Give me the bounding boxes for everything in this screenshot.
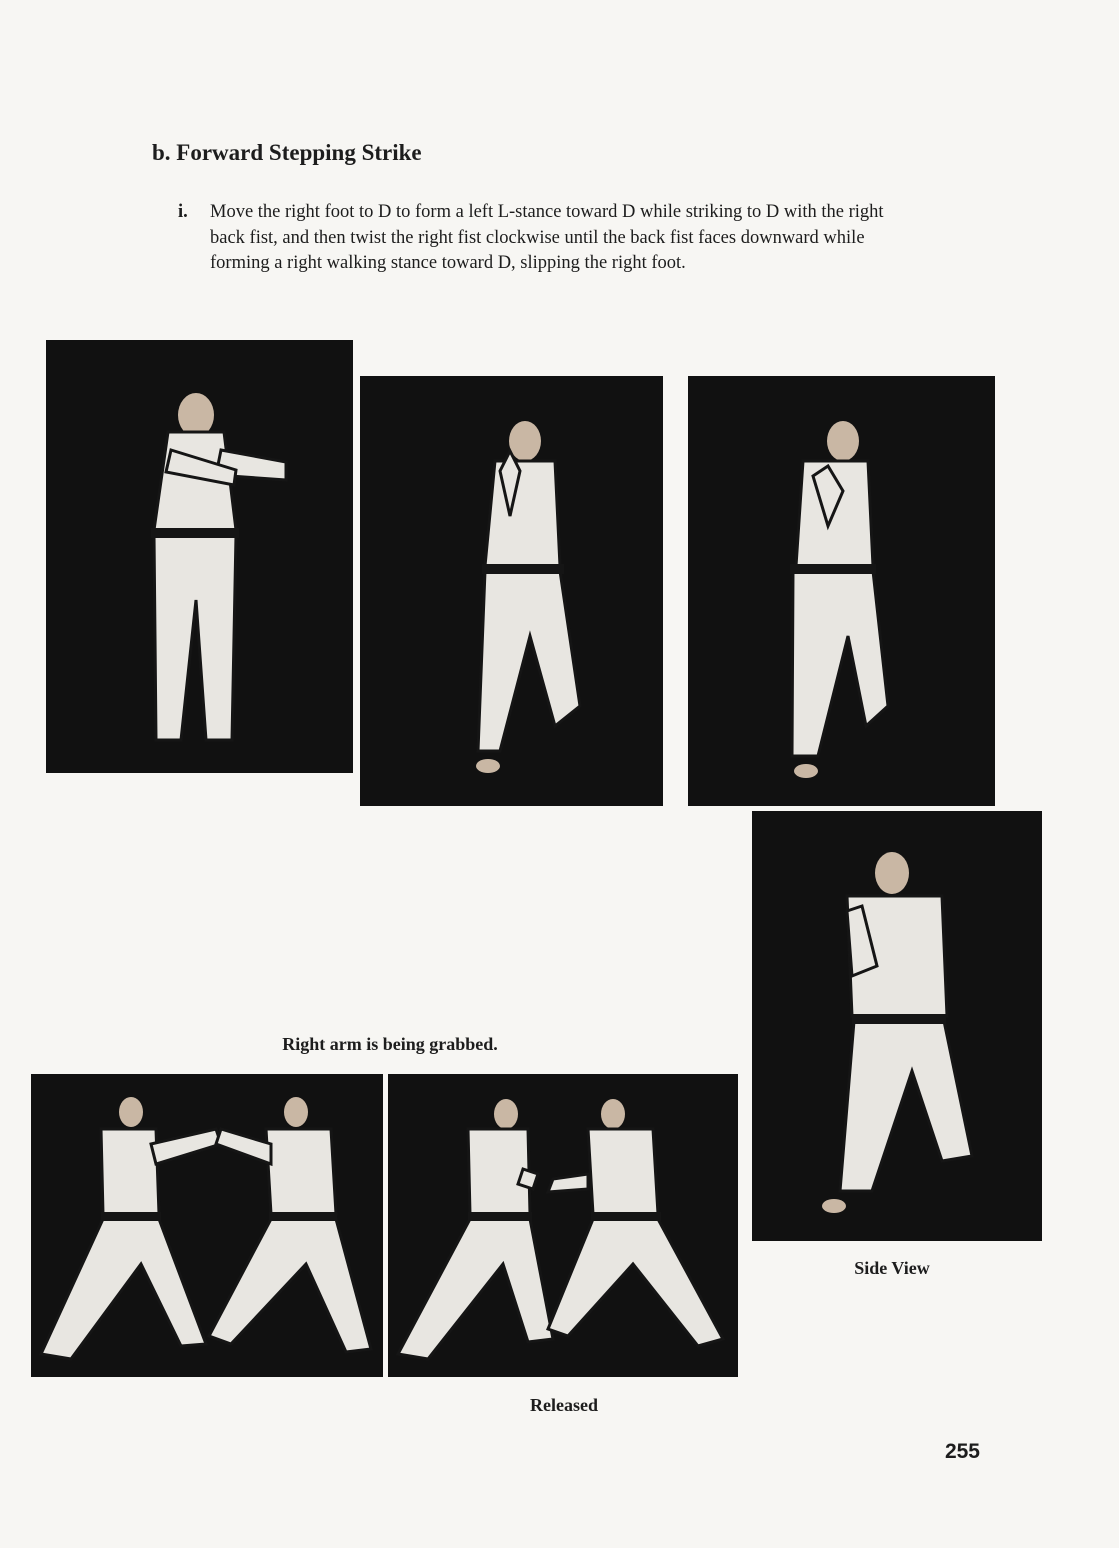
step-text: Move the right foot to D to form a left L-stance toward D while striking to D with the right back fist, and then twist the right fist clockwise until the back fist faces downward while forming a right walking stance toward D, slipping the right foot. [210, 202, 884, 273]
page-number: 255 [944, 1440, 980, 1463]
photo-fist-twist [688, 376, 995, 806]
photo-side-view [752, 811, 1042, 1241]
photo-back-fist-strike [360, 376, 663, 806]
step-marker: i. [178, 202, 188, 222]
caption-grabbed: Right arm is being grabbed. [282, 1034, 498, 1054]
photo-ready-stance [46, 340, 353, 773]
photo-arm-grabbed [31, 1074, 383, 1377]
caption-side-view: Side View [854, 1258, 930, 1278]
instruction-step [178, 200, 918, 277]
photo-released [388, 1074, 738, 1377]
caption-released: Released [530, 1395, 598, 1415]
section-heading: b. Forward Stepping Strike [152, 140, 422, 165]
